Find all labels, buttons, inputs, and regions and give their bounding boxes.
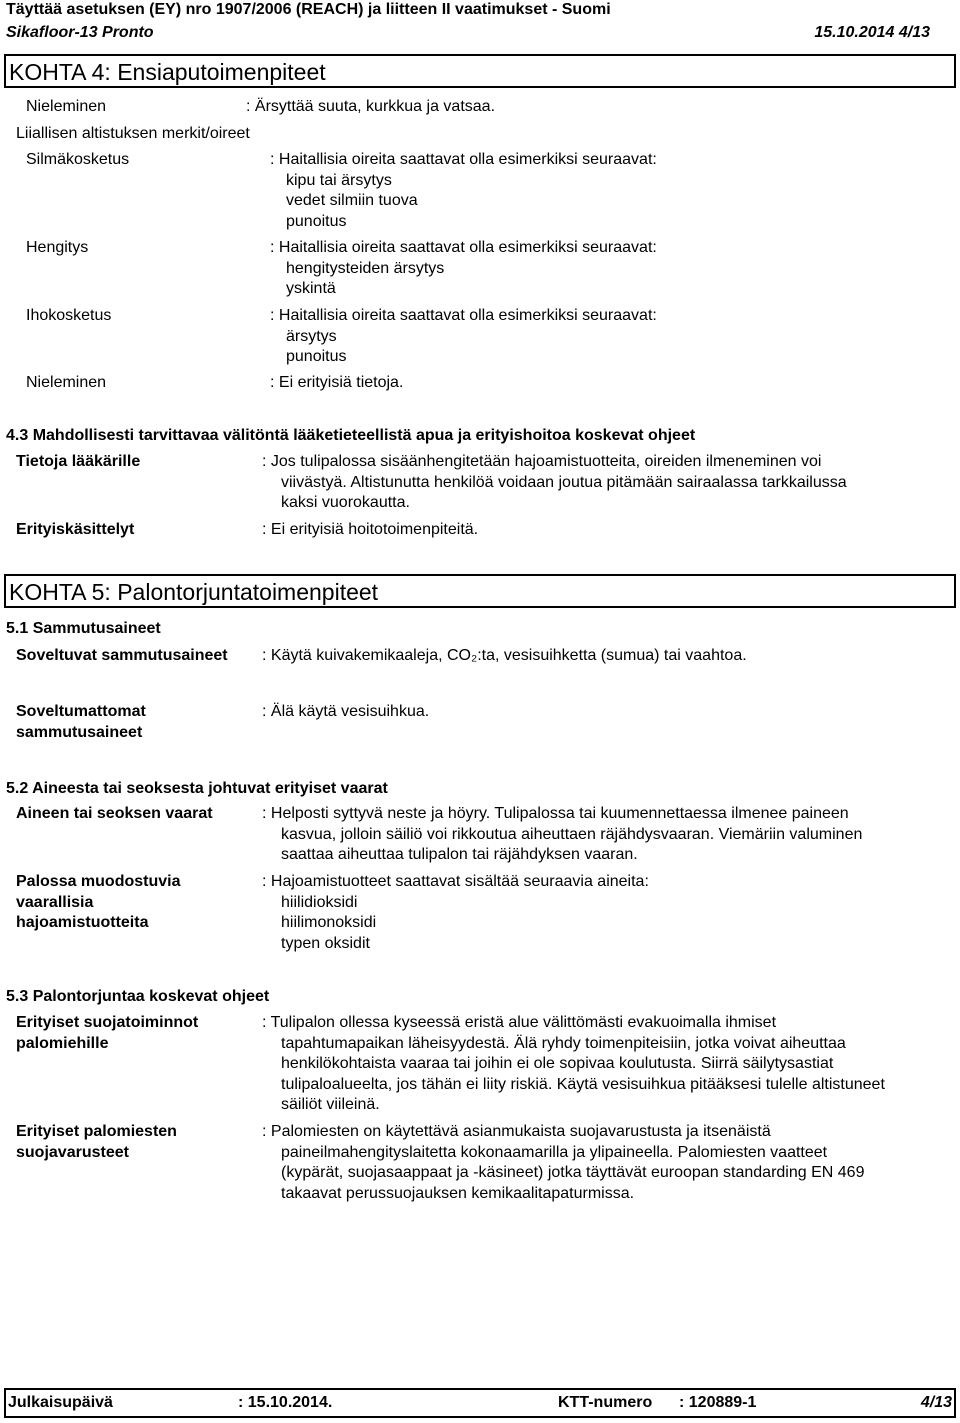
section-5-heading: KOHTA 5: Palontorjuntatoimenpiteet: [4, 574, 956, 608]
label-firefighter-actions: Erityiset suojatoiminnot palomiehille: [16, 1014, 199, 1052]
value-firefighter-equipment: : Palomiesten on käytettävä asianmukaista suojavarustusta ja itsenäistä paineilmahengityslaitetta kokonaamarilla ja ylipaineella. Palomiesten vaatteet (kypärät, suojasaappaat ja -käsineet) jotka täyttävät euroopan standarding EN 469 takaavat perussuojauksen kemikaalitapaturmissa.: [262, 1123, 865, 1202]
label-eye-contact: Silmäkosketus: [26, 151, 130, 168]
label-special-treatment: Erityiskäsittelyt: [16, 521, 135, 538]
label-ingestion-top: Nieleminen: [26, 98, 107, 115]
value-substance-hazards: : Helposti syttyvä neste ja höyry. Tulipalossa tai kuumennettaessa ilmenee paineen kasvua, jolloin säiliö voi rikkoutua aiheuttaen räjähdysvaaran. Viemäriin valuminen saattaa aiheuttaa tulipalon tai räjähdyksen vaaran.: [262, 805, 863, 863]
footer-page-number: 4/13: [920, 1394, 952, 1411]
value-suitable-media: : Käytä kuivakemikaaleja, CO₂:ta, vesisuihketta (sumua) tai vaahtoa.: [262, 647, 747, 664]
label-skin-contact: Ihokosketus: [26, 307, 112, 324]
subsection-4-3-heading: 4.3 Mahdollisesti tarvittavaa välitöntä lääketieteellistä apua ja erityishoitoa koskevat ohjeet: [6, 427, 696, 444]
value-decomposition-products: : Hajoamistuotteet saattavat sisältää seuraavia aineita: hiilidioksidi hiilimonoksidi typen oksidit: [262, 873, 649, 952]
regulation-title: Täyttää asetuksen (EY) nro 1907/2006 (REACH) ja liitteen II vaatimukset - Suomi: [6, 1, 611, 18]
subsection-5-2-heading: 5.2 Aineesta tai seoksesta johtuvat erityiset vaarat: [6, 780, 388, 797]
value-firefighter-actions: : Tulipalon ollessa kyseessä eristä alue välittömästi evakuoimalla ihmiset tapahtumapaikan läheisyydestä. Älä ryhdy toimenpiteisiin, jotka voivat aiheuttaa henkilökohtaista vaaraa tai joihin ei ole sopivaa koulutusta. Siirrä säilytysastiat tulipaloalueelta, jos tähän ei liity riskiä. Käytä vesisuihkua pitääksesi tulelle altistuneet säiliöt viileinä.: [262, 1014, 885, 1113]
label-suitable-media: Soveltuvat sammutusaineet: [16, 647, 228, 664]
page-footer: [4, 1388, 956, 1418]
value-inhalation: : Haitallisia oireita saattavat olla esimerkiksi seuraavat: hengitysteiden ärsytys yskintä: [270, 239, 657, 297]
section-4-heading: KOHTA 4: Ensiaputoimenpiteet: [4, 54, 956, 88]
product-name: Sikafloor-13 Pronto: [6, 24, 154, 41]
label-doctor-info: Tietoja lääkärille: [16, 453, 141, 470]
subsection-5-3-heading: 5.3 Palontorjuntaa koskevat ohjeet: [6, 988, 270, 1005]
footer-ktt-label: KTT-numero: [558, 1394, 653, 1411]
label-inhalation: Hengitys: [26, 239, 89, 256]
footer-issue-label: Julkaisupäivä: [8, 1394, 113, 1411]
label-ingestion: Nieleminen: [26, 374, 107, 391]
label-decomposition-products: Palossa muodostuvia vaarallisia hajoamistuotteita: [16, 873, 181, 931]
value-skin-contact: : Haitallisia oireita saattavat olla esimerkiksi seuraavat: ärsytys punoitus: [270, 307, 657, 365]
value-eye-contact: : Haitallisia oireita saattavat olla esimerkiksi seuraavat: kipu tai ärsytys vedet silmiin tuova punoitus: [270, 151, 657, 230]
value-doctor-info: : Jos tulipalossa sisäänhengitetään hajoamistuotteita, oireiden ilmeneminen voi viivästyä. Altistunutta henkilöä voidaan joutua pitämään sairaalassa tarkkailussa kaksi vuorokautta.: [262, 453, 847, 511]
label-firefighter-equipment: Erityiset palomiesten suojavarusteet: [16, 1123, 177, 1161]
subsection-5-1-heading: 5.1 Sammutusaineet: [6, 620, 161, 637]
label-substance-hazards: Aineen tai seoksen vaarat: [16, 805, 213, 822]
header-date-page: 15.10.2014 4/13: [814, 24, 930, 41]
label-unsuitable-media: Soveltumattomat sammutusaineet: [16, 703, 146, 741]
value-ingestion: : Ei erityisiä tietoja.: [270, 374, 404, 391]
footer-ktt-value: : 120889-1: [679, 1394, 757, 1411]
footer-issue-value: : 15.10.2014.: [238, 1394, 333, 1411]
value-unsuitable-media: : Älä käytä vesisuihkua.: [262, 703, 430, 720]
symptoms-heading: Liiallisen altistuksen merkit/oireet: [16, 125, 250, 142]
product-header: [6, 23, 950, 44]
value-special-treatment: : Ei erityisiä hoitotoimenpiteitä.: [262, 521, 479, 538]
value-ingestion-top: : Ärsyttää suuta, kurkkua ja vatsaa.: [246, 98, 496, 115]
